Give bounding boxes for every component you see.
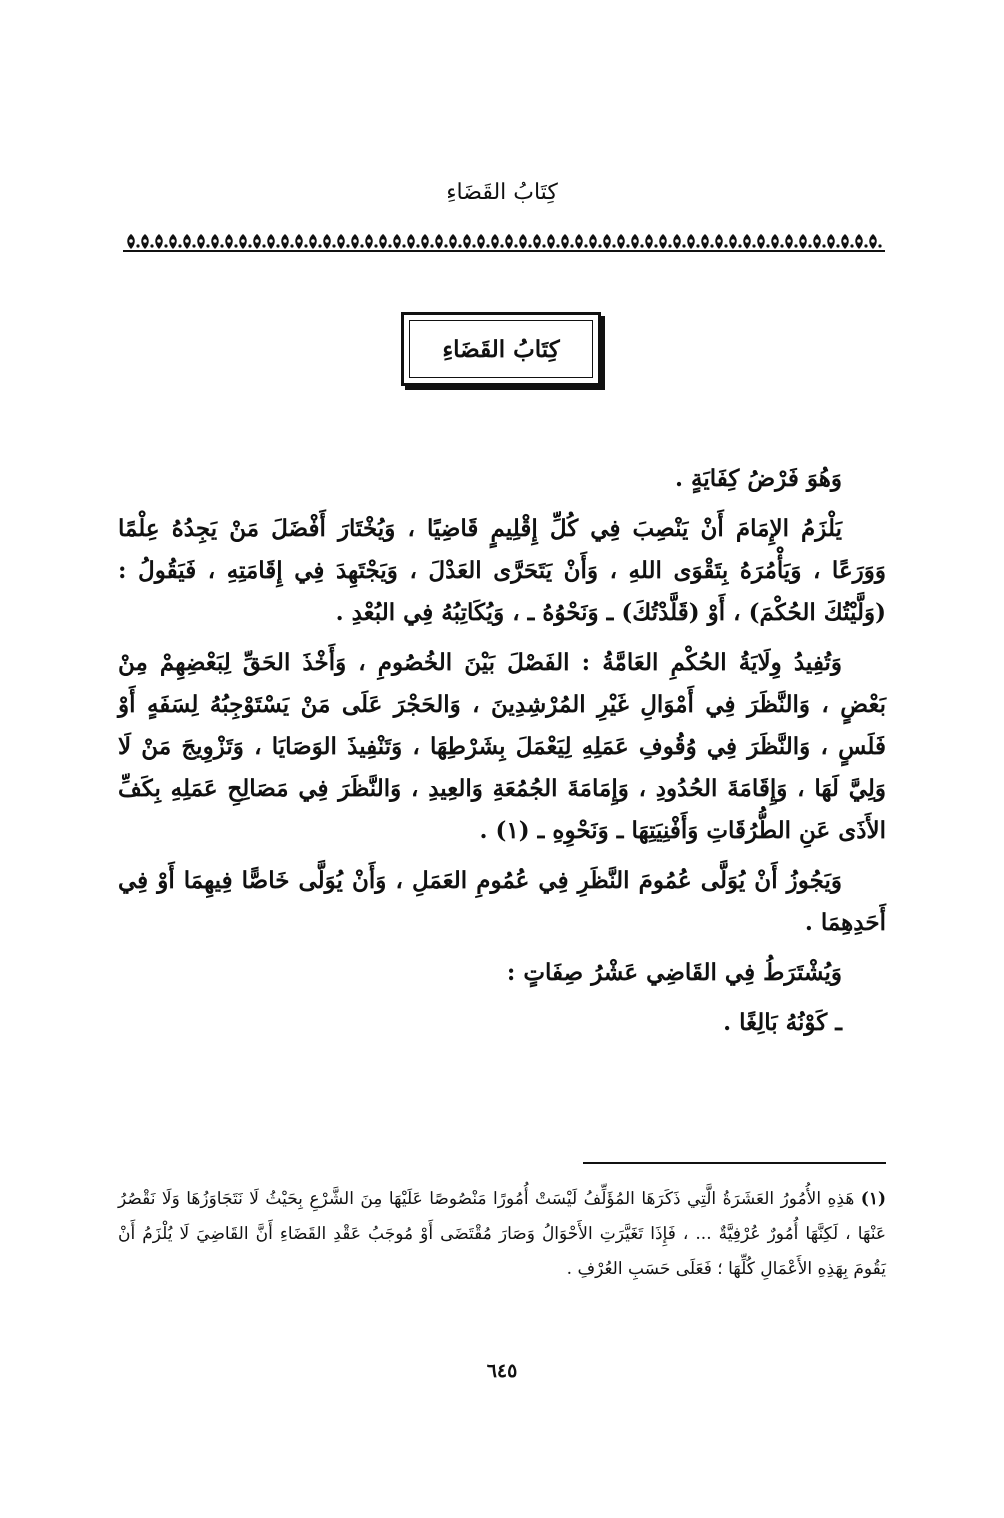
ornament-unit bbox=[225, 234, 237, 249]
paragraph: وَيَجُوزُ أَنْ يُوَلَّى عُمُومَ النَّظَرِ فِي عُمُومِ العَمَلِ ، وَأَنْ يُوَلَّى خَاصًّا فِيهِمَا أَوْ فِي أَحَدِهِمَا . bbox=[118, 867, 886, 936]
footnote-text: هَذِهِ الأُمُورُ العَشَرَةُ الَّتِي ذَكَرَهَا المُؤَلِّفُ لَيْسَتْ أُمُورًا مَنْصُوصًا عَلَيْهَا مِنَ الشَّرْعِ بِحَيْثُ لَا نَتَجَاوَزُهَا وَلَا نَقْصُرُ عَنْهَا ، لَكِنَّهَا أُمُورٌ عُرْفِيَّةٌ ... ، فَإِذَا تَغَيَّرَتِ الأَحْوَالُ وَصَارَ مُقْتَضَى أَوْ مُوجَبُ عَقْدِ القَضَاءِ أَنَّ القَاضِيَ لَا يُلْزَمُ أَنْ يَقُومَ بِهَذِهِ الأَعْمَالِ كُلِّهَا ؛ فَعَلَى حَسَبِ العُرْفِ . bbox=[118, 1189, 886, 1279]
ornament-unit bbox=[841, 234, 853, 249]
ornament-unit bbox=[449, 234, 461, 249]
ornament-unit bbox=[421, 234, 433, 249]
ornament-unit bbox=[603, 234, 615, 249]
ornament-unit bbox=[239, 234, 251, 249]
footnote-divider bbox=[583, 1162, 886, 1164]
ornament-unit bbox=[855, 234, 867, 249]
ornament-unit bbox=[757, 234, 769, 249]
ornament-unit bbox=[631, 234, 643, 249]
ornament-unit bbox=[365, 234, 377, 249]
ornament-unit bbox=[771, 234, 783, 249]
ornament-unit bbox=[351, 234, 363, 249]
ornament-unit bbox=[561, 234, 573, 249]
ornament-unit bbox=[827, 234, 839, 249]
ornament-unit bbox=[407, 234, 419, 249]
ornament-unit bbox=[393, 234, 405, 249]
ornament-unit bbox=[155, 234, 167, 249]
ornament-unit bbox=[183, 234, 195, 249]
ornament-unit bbox=[645, 234, 657, 249]
paragraph: ـ كَوْنُهُ بَالِغًا . bbox=[723, 1009, 842, 1036]
ornament-unit bbox=[715, 234, 727, 249]
ornament-unit bbox=[267, 234, 279, 249]
ornamental-border bbox=[123, 230, 885, 254]
ornament-pattern bbox=[123, 230, 885, 254]
ornament-unit bbox=[379, 234, 391, 249]
ornament-unit bbox=[197, 234, 209, 249]
ornament-unit bbox=[617, 234, 629, 249]
paragraph: وَهُوَ فَرْضُ كِفَايَةٍ . bbox=[675, 465, 842, 492]
ornament-unit bbox=[673, 234, 685, 249]
ornament-unit bbox=[533, 234, 545, 249]
ornament-unit bbox=[281, 234, 293, 249]
ornament-unit bbox=[211, 234, 223, 249]
ornament-unit bbox=[505, 234, 517, 249]
ornament-unit bbox=[519, 234, 531, 249]
ornament-unit bbox=[309, 234, 321, 249]
ornament-unit bbox=[477, 234, 489, 249]
ornament-unit bbox=[337, 234, 349, 249]
ornament-unit bbox=[659, 234, 671, 249]
ornament-unit bbox=[589, 234, 601, 249]
ornament-unit bbox=[547, 234, 559, 249]
main-text bbox=[118, 458, 886, 1052]
ornament-unit bbox=[799, 234, 811, 249]
ornament-unit bbox=[575, 234, 587, 249]
page-number: ٦٤٥ bbox=[486, 1360, 518, 1382]
footnote-marker: (١) bbox=[860, 1189, 886, 1209]
paragraph: وَيُشْتَرَطُ فِي القَاضِي عَشْرُ صِفَاتٍ : bbox=[506, 959, 842, 986]
paragraph: يَلْزَمُ الإِمَامَ أَنْ يَنْصِبَ فِي كُلِّ إِقْلِيمٍ قَاضِيًا ، وَيُخْتَارَ أَفْضَلَ مَنْ يَجِدُهُ عِلْمًا وَوَرَعًا ، وَيَأْمُرَهُ بِتَقْوَى اللهِ ، وَأَنْ يَتَحَرَّى العَدْلَ ، وَيَجْتَهِدَ فِي إِقَامَتِهِ ، فَيَقُولُ : (وَلَّيْتُكَ الحُكْمَ) ، أَوْ (قَلَّدْتُكَ) ـ وَنَحْوُهُ ـ ، وَيُكَاتِبُهُ فِي البُعْدِ . bbox=[118, 515, 886, 626]
ornament-unit bbox=[687, 234, 699, 249]
ornament-unit bbox=[141, 234, 153, 249]
footnote bbox=[118, 1182, 886, 1287]
ornament-unit bbox=[253, 234, 265, 249]
ornament-unit bbox=[127, 234, 139, 249]
chapter-title-box bbox=[401, 312, 601, 386]
ornament-unit bbox=[169, 234, 181, 249]
ornament-unit bbox=[491, 234, 503, 249]
ornament-unit bbox=[463, 234, 475, 249]
ornament-unit bbox=[701, 234, 713, 249]
ornament-unit bbox=[323, 234, 335, 249]
ornament-unit bbox=[869, 234, 881, 249]
paragraph: وَتُفِيدُ وِلَايَةُ الحُكْمِ العَامَّةُ : الفَصْلَ بَيْنَ الخُصُومِ ، وَأَخْذَ الحَقِّ لِبَعْضِهِمْ مِنْ بَعْضٍ ، وَالنَّظَرَ فِي أَمْوَالِ غَيْرِ المُرْشِدِينَ ، وَالحَجْرَ عَلَى مَنْ يَسْتَوْجِبُهُ لِسَفَهٍ أَوْ فَلَسٍ ، وَالنَّظَرَ فِي وُقُوفِ عَمَلِهِ لِيَعْمَلَ بِشَرْطِهَا ، وَتَنْفِيذَ الوَصَايَا ، وَتَزْوِيجَ مَنْ لَا وَلِيَّ لَهَا ، وَإِقَامَةَ الحُدُودِ ، وَإِمَامَةَ الجُمُعَةِ وَالعِيدِ ، وَالنَّظَرَ فِي مَصَالِحِ عَمَلِهِ بِكَفِّ الأَذَى عَنِ الطُّرُقَاتِ وَأَفْنِيَتِهَا ـ وَنَحْوِهِ ـ (١) . bbox=[118, 649, 886, 844]
ornament-unit bbox=[785, 234, 797, 249]
ornament-unit bbox=[295, 234, 307, 249]
chapter-title: كِتَابُ القَضَاءِ bbox=[409, 320, 593, 378]
running-header: كِتَابُ القَضَاءِ bbox=[446, 180, 558, 205]
ornament-unit bbox=[729, 234, 741, 249]
ornament-unit bbox=[813, 234, 825, 249]
ornament-unit bbox=[435, 234, 447, 249]
ornament-unit bbox=[743, 234, 755, 249]
